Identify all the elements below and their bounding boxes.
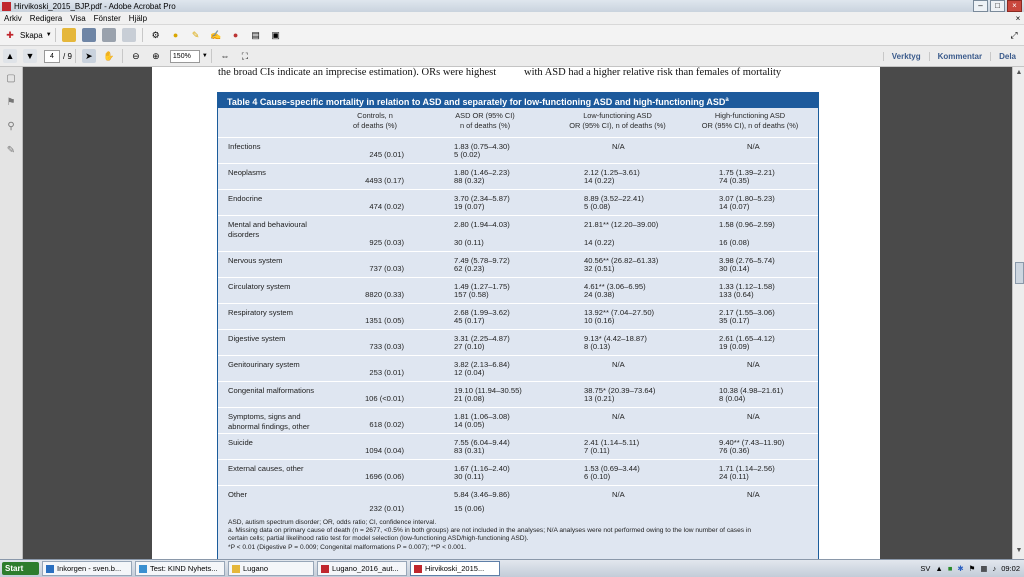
cell-lf-or: N/A	[612, 360, 625, 369]
cell-controls: 1094 (0.04)	[365, 446, 404, 455]
cell-hf-n: 8 (0.04)	[719, 394, 746, 403]
cell-lf-or: 9.13* (4.42–18.87)	[584, 334, 647, 343]
start-label: Start	[5, 564, 24, 573]
cell-asd-n: 45 (0.17)	[454, 316, 485, 325]
cell-controls: 253 (0.01)	[369, 368, 404, 377]
cell-asd-n: 15 (0.06)	[454, 504, 485, 513]
page-thumbnails-icon[interactable]: ▢	[6, 73, 16, 84]
highlight-icon[interactable]: ✎	[191, 29, 200, 40]
cell-controls: 4493 (0.17)	[365, 176, 404, 185]
system-tray	[915, 564, 1020, 573]
cell-hf-or: 9.40** (7.43–11.90)	[719, 438, 785, 447]
cell-cause: Infections	[228, 142, 261, 151]
cell-hf-or: 2.61 (1.65–4.12)	[719, 334, 775, 343]
cell-controls: 737 (0.03)	[369, 264, 404, 273]
cell-controls: 1696 (0.06)	[365, 472, 404, 481]
header-high-functioning: High-functioning ASD OR (95% CI), n of deaths (%)	[701, 111, 799, 130]
cell-controls: 925 (0.03)	[369, 238, 404, 247]
cell-hf-n: 14 (0.07)	[719, 202, 750, 211]
navigation-toolbar	[0, 46, 1024, 67]
cell-hf-n: 24 (0.11)	[719, 472, 749, 481]
cell-asd-or: 3.70 (2.34–5.87)	[454, 194, 510, 203]
cell-asd-n: 27 (0.10)	[454, 342, 485, 351]
next-page-icon[interactable]: ▼	[23, 49, 37, 63]
folder-icon	[232, 565, 240, 573]
page-total: / 9	[63, 51, 72, 61]
table-title-superscript: a	[725, 97, 729, 103]
attach-icon[interactable]: ▤	[251, 29, 260, 40]
window-titlebar	[0, 0, 1024, 12]
footnote-4: *P < 0.01 (Digestive P = 0.009; Congenital malformations P = 0.007); **P < 0.001.	[228, 543, 467, 551]
zoom-in-icon[interactable]: ⊕	[152, 50, 160, 61]
cell-asd-or: 2.80 (1.94–4.03)	[454, 220, 510, 229]
cell-asd-or: 3.31 (2.25–4.87)	[454, 334, 510, 343]
table-row	[218, 485, 818, 518]
cell-cause: Mental and behavioural disorders	[228, 220, 307, 239]
stamp-icon[interactable]: ●	[232, 30, 239, 40]
cell-asd-n: 88 (0.32)	[454, 176, 485, 185]
scroll-up-icon[interactable]: ▲	[1015, 69, 1023, 76]
cell-asd-n: 12 (0.04)	[454, 368, 485, 377]
vertical-scrollbar[interactable]	[1012, 67, 1024, 559]
clock: 09:02	[1001, 564, 1020, 573]
cell-asd-or: 1.80 (1.46–2.23)	[454, 168, 510, 177]
cell-hf-or: 2.17 (1.55–3.06)	[719, 308, 775, 317]
cell-hf-or: 3.07 (1.80–5.23)	[719, 194, 775, 203]
expand-icon[interactable]: ⤢	[1010, 29, 1018, 40]
fit-page-icon[interactable]: ⇔	[220, 51, 230, 61]
cell-lf-n: 24 (0.38)	[584, 290, 615, 299]
cell-cause: Suicide	[228, 438, 253, 447]
table-row	[218, 407, 818, 434]
cell-lf-or: N/A	[612, 490, 625, 499]
bookmarks-icon[interactable]: ⚑	[6, 97, 16, 108]
table-row	[218, 215, 818, 252]
footnote-3: certain cells; partial likelihood ratio test for model selection (low-functioning ASD/high-functioning ASD).	[228, 535, 529, 543]
cell-asd-n: 83 (0.31)	[454, 446, 485, 455]
cell-hf-or: 1.33 (1.12–1.58)	[719, 282, 775, 291]
sign-icon[interactable]: ✍	[210, 29, 222, 40]
cell-hf-n: 30 (0.14)	[719, 264, 750, 273]
cell-lf-n: 14 (0.22)	[584, 238, 615, 247]
table-row	[218, 355, 818, 382]
cell-asd-or: 7.55 (6.04–9.44)	[454, 438, 510, 447]
acrobat-app-icon	[2, 2, 11, 11]
cell-lf-or: 8.89 (3.52–22.41)	[584, 194, 644, 203]
language-indicator[interactable]: SV	[920, 564, 931, 573]
table-4	[217, 92, 819, 559]
table-row	[218, 329, 818, 356]
cell-hf-n: 133 (0.64)	[719, 290, 754, 299]
cell-controls: 232 (0.01)	[369, 504, 404, 513]
cell-hf-n: 76 (0.36)	[719, 446, 750, 455]
chevron-down-icon[interactable]: ▼	[45, 32, 52, 38]
zoom-out-icon[interactable]: ⊖	[132, 50, 140, 61]
comment-link[interactable]: Kommentar	[929, 52, 990, 61]
scrollbar-thumb[interactable]	[1015, 262, 1024, 284]
cell-hf-n: 16 (0.08)	[719, 238, 750, 247]
cell-lf-or: 38.75* (20.39–73.64)	[584, 386, 656, 395]
header-low-functioning: Low-functioning ASD OR (95% CI), n of deaths (%)	[569, 111, 666, 130]
cell-hf-or: 1.75 (1.39–2.21)	[719, 168, 775, 177]
task-lugano-pdf[interactable]: Lugano_2016_aut...	[317, 561, 407, 576]
footnote-2: a. Missing data on primary cause of death (n = 2677, <0.5% in both groups) are not included in the analyses; N/A analyses were not performed owing to the low number of cases in	[228, 527, 752, 535]
cell-controls: 106 (<0.01)	[364, 394, 404, 403]
cell-lf-n: 10 (0.16)	[584, 316, 615, 325]
cell-lf-or: 2.12 (1.25–3.61)	[584, 168, 640, 177]
cell-asd-or: 7.49 (5.78–9.72)	[454, 256, 510, 265]
body-text-right: with ASD had a higher relative risk than females of mortality	[524, 67, 782, 78]
cell-hf-or: N/A	[747, 360, 760, 369]
main-toolbar	[0, 25, 1024, 46]
cell-hf-n: 19 (0.09)	[719, 342, 750, 351]
cell-controls: 245 (0.01)	[369, 150, 404, 159]
cell-hf-or: 10.38 (4.98–21.61)	[719, 386, 784, 395]
cell-asd-n: 21 (0.08)	[454, 394, 485, 403]
task-hirvikoski-pdf[interactable]: Hirvikoski_2015...	[410, 561, 500, 576]
tools-link[interactable]: Verktyg	[883, 52, 929, 61]
task-test-kind[interactable]: Test: KIND Nyhets...	[135, 561, 225, 576]
table-row	[218, 433, 818, 460]
table-row	[218, 163, 818, 190]
cell-cause: Genitourinary system	[228, 360, 300, 369]
select-tool-icon[interactable]: ➤	[82, 49, 96, 63]
close-button[interactable]: ×	[1007, 0, 1022, 12]
menu-arkiv[interactable]: Arkiv	[4, 13, 22, 23]
cell-cause: Other	[228, 490, 247, 499]
menu-bar	[0, 12, 1024, 25]
cell-cause: Endocrine	[228, 194, 263, 203]
body-text-left: the broad CIs indicate an imprecise estimation). ORs were highest	[218, 67, 497, 78]
table-row	[218, 189, 818, 216]
doc-close-icon[interactable]: ×	[1015, 13, 1021, 23]
maximize-button[interactable]: □	[990, 0, 1005, 12]
table-header	[218, 108, 818, 137]
cell-asd-or: 1.83 (0.75–4.30)	[454, 142, 510, 151]
table-row	[218, 251, 818, 278]
zoom-dropdown-icon[interactable]: ▼	[201, 53, 208, 59]
cell-cause: Neoplasms	[228, 168, 266, 177]
pdf-icon	[321, 565, 329, 573]
cell-asd-n: 30 (0.11)	[454, 238, 484, 247]
cell-cause: Circulatory system	[228, 282, 291, 291]
attachments-icon[interactable]: ⚲	[7, 121, 15, 132]
cell-lf-n: 13 (0.21)	[584, 394, 615, 403]
header-asd: ASD OR (95% CI) n of deaths (%)	[455, 111, 515, 130]
pdf-page	[152, 67, 880, 559]
open-folder-icon[interactable]	[62, 28, 76, 42]
cell-lf-n: 5 (0.08)	[584, 202, 611, 211]
cell-cause: Symptoms, signs and abnormal findings, other	[228, 412, 310, 431]
cell-hf-or: N/A	[747, 142, 760, 151]
header-controls: Controls, n of deaths (%)	[353, 111, 397, 130]
zoom-level-input[interactable]: 150%	[170, 50, 200, 63]
cell-hf-or: N/A	[747, 412, 760, 421]
task-lugano-folder[interactable]: Lugano	[228, 561, 314, 576]
cell-hf-or: 3.98 (2.76–5.74)	[719, 256, 775, 265]
cell-hf-or: 1.58 (0.96–2.59)	[719, 220, 775, 229]
menu-redigera[interactable]: Redigera	[29, 13, 63, 23]
footnote-1: ASD, autism spectrum disorder; OR, odds ratio; CI, confidence interval.	[228, 519, 437, 526]
fullscreen-icon[interactable]: ⛶	[241, 50, 249, 61]
cell-lf-n: 7 (0.11)	[584, 446, 610, 455]
comment-icon[interactable]: ●	[172, 30, 179, 40]
cell-asd-or: 5.84 (3.46–9.86)	[454, 490, 510, 499]
cell-asd-n: 30 (0.11)	[454, 472, 484, 481]
hand-tool-icon[interactable]: ✋	[103, 50, 115, 61]
table-row	[218, 303, 818, 330]
cell-lf-or: 4.61** (3.06–6.95)	[584, 282, 646, 291]
settings-icon[interactable]: ⚙	[151, 29, 160, 40]
cell-asd-n: 62 (0.23)	[454, 264, 485, 273]
table-footnotes	[228, 519, 751, 552]
cell-asd-or: 19.10 (11.94–30.55)	[454, 386, 522, 395]
cell-lf-n: 8 (0.13)	[584, 342, 611, 351]
table-row	[218, 277, 818, 304]
email-icon[interactable]	[122, 28, 136, 42]
scroll-down-icon[interactable]: ▼	[1015, 547, 1023, 554]
cell-cause: Congenital malformations	[228, 386, 315, 395]
start-button[interactable]	[2, 562, 39, 575]
cell-cause: Digestive system	[228, 334, 286, 343]
cell-lf-or: N/A	[612, 142, 625, 151]
task-outlook[interactable]: Inkorgen - sven.b...	[42, 561, 132, 576]
cell-asd-or: 1.81 (1.06–3.08)	[454, 412, 510, 421]
cell-lf-n: 32 (0.51)	[584, 264, 615, 273]
create-button[interactable]: Skapa	[20, 30, 43, 40]
security-icon[interactable]: ■	[947, 564, 953, 573]
cell-hf-or: N/A	[747, 490, 760, 499]
cell-lf-n: 6 (0.10)	[584, 472, 611, 481]
cell-hf-n: 74 (0.35)	[719, 176, 750, 185]
window-title: Hirvikoski_2015_BJP.pdf - Adobe Acrobat Pro	[14, 1, 176, 11]
cell-asd-n: 19 (0.07)	[454, 202, 485, 211]
cell-asd-n: 14 (0.05)	[454, 420, 485, 429]
forms-icon[interactable]: ▣	[271, 29, 280, 40]
table-row	[218, 137, 818, 164]
cell-asd-or: 2.68 (1.99–3.62)	[454, 308, 510, 317]
cell-lf-or: N/A	[612, 412, 625, 421]
cell-hf-n: 35 (0.17)	[719, 316, 750, 325]
table-row	[218, 459, 818, 486]
cell-cause: Nervous system	[228, 256, 283, 265]
cell-lf-or: 21.81** (12.20–39.00)	[584, 220, 659, 229]
cell-lf-n: 14 (0.22)	[584, 176, 615, 185]
cell-asd-or: 1.67 (1.16–2.40)	[454, 464, 510, 473]
volume-icon[interactable]: ♪	[992, 564, 997, 573]
flag-icon[interactable]: ⚑	[968, 564, 976, 573]
print-icon[interactable]	[102, 28, 116, 42]
cell-controls: 474 (0.02)	[369, 202, 404, 211]
cell-cause: External causes, other	[228, 464, 304, 473]
cell-asd-or: 3.82 (2.13–6.84)	[454, 360, 510, 369]
cell-asd-or: 1.49 (1.27–1.75)	[454, 282, 510, 291]
cell-lf-or: 2.41 (1.14–5.11)	[584, 438, 640, 447]
pdf-icon	[414, 565, 422, 573]
cell-cause: Respiratory system	[228, 308, 293, 317]
menu-hjalp[interactable]: Hjälp	[128, 13, 148, 23]
cell-asd-n: 157 (0.58)	[454, 290, 489, 299]
mail-icon	[139, 565, 147, 573]
share-link[interactable]: Dela	[990, 52, 1024, 61]
menu-visa[interactable]: Visa	[70, 13, 86, 23]
create-icon: ✚	[6, 29, 14, 40]
bluetooth-icon[interactable]: ✱	[957, 564, 964, 573]
outlook-icon	[46, 565, 54, 573]
cell-controls: 733 (0.03)	[369, 342, 404, 351]
previous-page-icon[interactable]: ▲	[3, 49, 17, 63]
signatures-icon[interactable]: ✎	[6, 145, 16, 156]
table-row	[218, 381, 818, 408]
cell-lf-or: 13.92** (7.04–27.50)	[584, 308, 655, 317]
minimize-button[interactable]: –	[973, 0, 988, 12]
cell-lf-or: 1.53 (0.69–3.44)	[584, 464, 640, 473]
cell-controls: 8820 (0.33)	[365, 290, 404, 299]
cell-asd-n: 5 (0.02)	[454, 150, 481, 159]
table-title: Table 4 Cause-specific mortality in relation to ASD and separately for low-functioning ASD and high-functioning ASD$^a$	[218, 92, 818, 108]
tray-arrow-icon[interactable]: ▲	[935, 564, 943, 573]
cell-controls: 618 (0.02)	[369, 420, 404, 429]
windows-taskbar	[0, 559, 1024, 577]
network-icon[interactable]: ▦	[980, 564, 988, 573]
navigation-pane	[0, 67, 23, 559]
cell-controls: 1351 (0.05)	[365, 316, 404, 325]
menu-fonster[interactable]: Fönster	[93, 13, 121, 23]
save-icon[interactable]	[82, 28, 96, 42]
page-number-input[interactable]: 4	[44, 50, 60, 63]
cell-lf-or: 40.56** (26.82–61.33)	[584, 256, 659, 265]
cell-hf-or: 1.71 (1.14–2.56)	[719, 464, 775, 473]
